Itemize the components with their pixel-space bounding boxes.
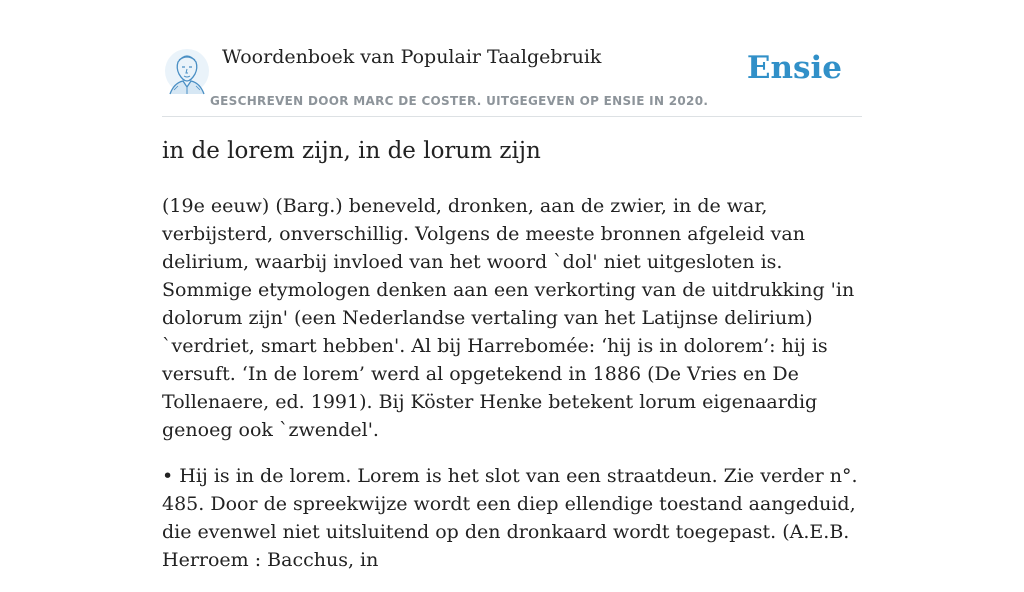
ensie-logo[interactable]: Ensie xyxy=(746,50,842,86)
book-meta: GESCHREVEN DOOR MARC DE COSTER. UITGEGEVEN OP ENSIE IN 2020. xyxy=(210,94,709,108)
book-header xyxy=(162,40,862,117)
entry-headword: in de lorem zijn, in de lorum zijn xyxy=(162,138,541,164)
book-title[interactable]: Woordenboek van Populair Taalgebruik xyxy=(222,46,602,68)
definition-paragraph: • Hij is in de lorem. Lorem is het slot van een straatdeun. Zie verder n°. 485. Door de spreekwijze wordt een diep ellendige toestand aangeduid, die evenwel niet uitsluitend op den dronkaard wordt toegepast. (A.E.B. Herroem : Bacchus, in xyxy=(162,465,858,571)
author-portrait-icon[interactable] xyxy=(164,46,210,96)
entry-definition xyxy=(162,192,872,592)
definition-paragraph: (19e eeuw) (Barg.) beneveld, dronken, aan de zwier, in de war, verbijsterd, onverschillig. Volgens de meeste bronnen afgeleid van delirium, waarbij invloed van het woord `dol' niet uitgesloten is. Sommige etymologen denken aan een verkorting van de uitdrukking 'in dolorum zijn' (een Nederlandse vertaling van het Latijnse delirium) `verdriet, smart hebben'. Al bij Harrebomée: ‘hij is in dolorem’: hij is versuft. ‘In de lorem’ werd al opgetekend in 1886 (De Vries en De Tollenaere, ed. 1991). Bij Köster Henke betekent lorum eigenaardig genoeg ook `zwendel'. xyxy=(162,195,855,441)
